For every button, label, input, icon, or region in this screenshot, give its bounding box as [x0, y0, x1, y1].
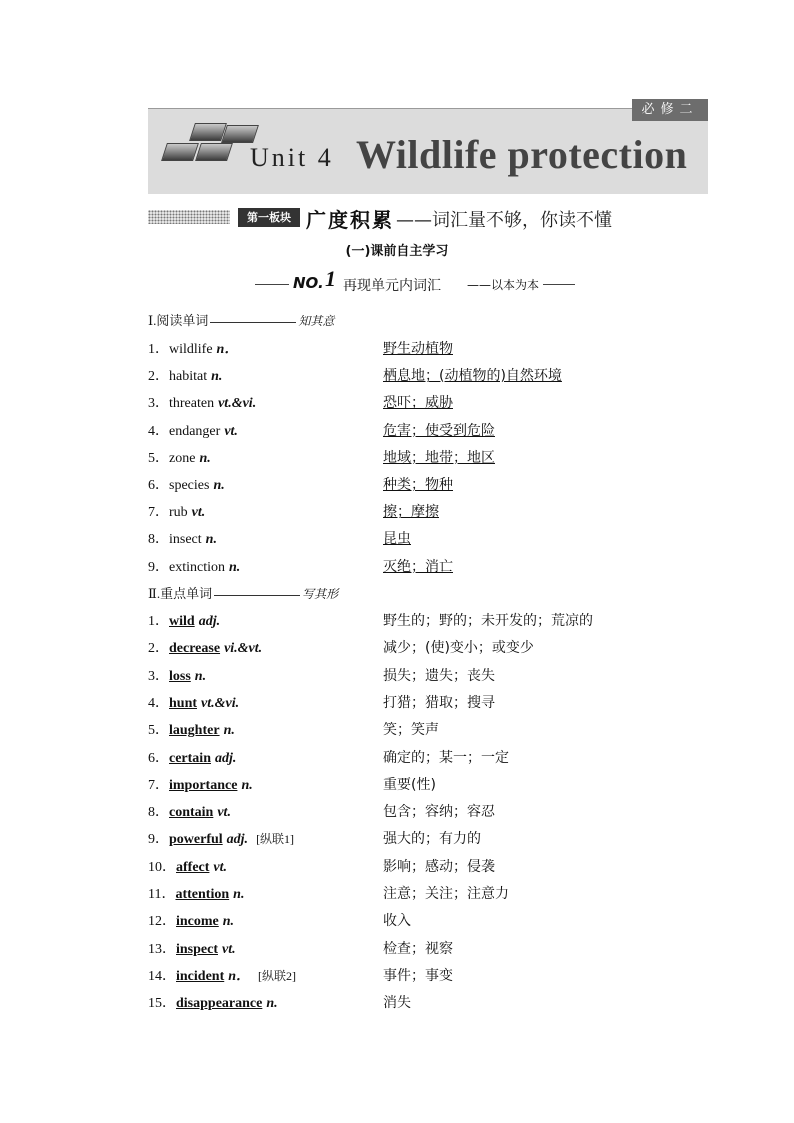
vocab-pos: n． — [228, 968, 251, 984]
vocab-meaning: 野生动植物 — [383, 341, 453, 357]
divider — [543, 284, 575, 285]
vocab-meaning: 种类；物种 — [383, 477, 453, 493]
vocab-row — [148, 856, 708, 880]
vocab-meaning: 打猎；猎取；搜寻 — [383, 694, 495, 711]
vocab-word: decrease — [169, 641, 221, 657]
vocab-row — [148, 965, 708, 989]
vocab-pos: n. — [229, 559, 241, 575]
vocab-word: importance — [169, 777, 238, 793]
vocab-english — [148, 474, 225, 494]
vocab-pos: vt.&vi. — [218, 396, 257, 412]
vocab-number: 7． — [148, 505, 169, 521]
vocab-word: wild — [169, 614, 195, 629]
vocab-number: 3． — [148, 668, 169, 684]
vocab-meaning: 包含；容纳；容忍 — [383, 804, 495, 821]
no-section-title — [255, 266, 575, 296]
vocab-word: endanger — [169, 423, 221, 439]
no-title: 再现单元内词汇 — [343, 278, 441, 294]
group-title: Ⅱ.重点单词 — [148, 586, 213, 601]
vocab-pos: n. — [241, 777, 253, 793]
vocab-row — [148, 610, 708, 634]
vocab-row — [148, 528, 708, 552]
vocab-pos: n. — [194, 668, 207, 684]
vocab-english — [148, 692, 239, 712]
vocab-pos: vt. — [224, 423, 238, 439]
vocab-pos: n． — [216, 342, 239, 357]
vocab-number: 5． — [148, 450, 169, 466]
vocab-row — [148, 637, 708, 661]
vocab-note: [纵联1] — [256, 832, 295, 847]
vocab-number: 10． — [148, 859, 176, 875]
vocab-row — [148, 474, 708, 498]
vocab-english — [148, 528, 217, 548]
vocab-pos: adj. — [214, 750, 237, 766]
vocab-meaning: 事件；事变 — [383, 967, 453, 984]
vocab-english — [148, 774, 253, 794]
vocab-english — [148, 392, 256, 412]
vocab-english — [148, 420, 238, 440]
vocab-word: insect — [169, 532, 202, 548]
vocab-meaning: 损失；遗失；丧失 — [383, 667, 495, 684]
vocab-number: 13． — [148, 941, 176, 957]
vocab-english — [148, 747, 236, 767]
vocab-number: 15． — [148, 996, 176, 1012]
vocab-english — [148, 665, 206, 685]
vocab-pos: n. — [211, 369, 223, 385]
vocab-word: certain — [169, 750, 211, 766]
vocab-pos: n. — [199, 450, 211, 466]
vocab-pos: vi.&vt. — [224, 641, 263, 657]
vocab-word: laughter — [169, 723, 220, 739]
vocab-meaning: 减少；(使)变小；或变少 — [383, 640, 534, 657]
vocab-pos: n. — [205, 532, 217, 548]
vocab-row — [148, 556, 708, 580]
vocab-word: inspect — [176, 941, 218, 957]
vocab-english — [148, 447, 211, 467]
vocab-row — [148, 801, 708, 825]
vocab-meaning: 检查；视察 — [383, 940, 453, 957]
vocab-number: 5． — [148, 723, 169, 739]
vocab-number: 2． — [148, 641, 169, 657]
vocab-word: hunt — [169, 695, 198, 711]
vocab-pos: vt. — [191, 505, 206, 521]
subheading: (一)课前自主学习 — [345, 244, 449, 259]
vocab-english — [148, 965, 296, 985]
vocab-english — [148, 637, 262, 657]
vocab-english — [148, 501, 205, 521]
section-subtitle: ——词汇量不够，你读不懂 — [396, 210, 612, 231]
vocab-number: 4． — [148, 423, 169, 439]
vocab-note: [纵联2] — [258, 968, 297, 983]
vocab-meaning: 强大的；有力的 — [383, 831, 481, 848]
vocab-word: incident — [176, 968, 225, 984]
vocab-meaning: 栖息地；(动植物的)自然环境 — [383, 368, 562, 385]
vocab-word: species — [169, 478, 210, 493]
group-note: 写其形 — [302, 587, 339, 601]
vocab-number: 8． — [148, 532, 169, 548]
vocab-row — [148, 747, 708, 771]
vocab-meaning: 注意；关注；注意力 — [383, 886, 509, 902]
vocab-word: habitat — [169, 369, 208, 385]
vocab-meaning: 收入 — [383, 913, 411, 930]
vocab-meaning: 灭绝；消亡 — [383, 558, 453, 575]
vocab-row — [148, 938, 708, 962]
vocab-english — [148, 365, 222, 385]
vocab-word: wildlife — [169, 342, 213, 357]
vocab-row — [148, 665, 708, 689]
vocab-word: rub — [169, 505, 188, 521]
group-heading-reading — [148, 310, 334, 329]
unit-label: Unit 4 — [250, 143, 334, 172]
vocab-number: 8． — [148, 805, 169, 821]
vocab-number: 1． — [148, 614, 169, 629]
vocab-word: affect — [176, 859, 210, 875]
vocab-english — [148, 801, 231, 821]
vocab-pos: n. — [222, 914, 235, 930]
vocab-word: zone — [169, 450, 196, 466]
vocab-english — [148, 338, 238, 358]
vocab-number: 2． — [148, 369, 169, 385]
vocab-pos: vt. — [213, 859, 228, 875]
vocab-row — [148, 774, 708, 798]
vocab-row — [148, 338, 708, 362]
group-note: 知其意 — [298, 314, 335, 328]
vocab-row — [148, 692, 708, 716]
vocab-meaning: 危害；使受到危险 — [383, 422, 495, 439]
vocab-english — [148, 556, 240, 576]
vocab-pos: adj. — [198, 614, 221, 629]
vocab-word: income — [176, 914, 219, 930]
vocab-meaning: 昆虫 — [383, 531, 411, 548]
landscape-photos-icon — [158, 121, 253, 161]
vocab-english — [148, 719, 235, 739]
unit-banner — [148, 102, 708, 194]
vocab-pos: n. — [223, 723, 235, 739]
vocab-english — [148, 883, 244, 903]
vocab-row — [148, 719, 708, 743]
vocab-row — [148, 910, 708, 934]
vocab-pos: adj. — [226, 832, 249, 848]
vocab-meaning: 影响；感动；侵袭 — [383, 858, 495, 875]
vocab-meaning: 地域；地带；地区 — [383, 449, 495, 466]
vocab-number: 11． — [148, 887, 176, 902]
vocab-row — [148, 447, 708, 471]
vocab-number: 6． — [148, 750, 169, 766]
vocab-number: 9． — [148, 559, 169, 575]
vocab-word: attention — [175, 887, 230, 902]
vocab-number: 1． — [148, 342, 169, 357]
vocab-meaning: 消失 — [383, 995, 411, 1012]
vocab-word: threaten — [169, 396, 215, 412]
vocab-number: 12． — [148, 914, 176, 930]
vocab-word: powerful — [169, 832, 223, 848]
vocab-pos: vt. — [217, 805, 231, 821]
vocab-english — [148, 938, 236, 958]
vocab-english — [148, 856, 227, 876]
vocab-meaning: 野生的；野的；未开发的；荒凉的 — [383, 613, 593, 629]
vocab-meaning: 擦；摩擦 — [383, 504, 439, 521]
vocab-pos: vt. — [222, 941, 236, 957]
no-label: NO. — [293, 274, 324, 292]
vocab-word: extinction — [169, 559, 225, 575]
vocab-word: loss — [169, 668, 191, 684]
group-heading-key — [148, 583, 338, 602]
vocab-number: 7． — [148, 777, 169, 793]
vocab-english — [148, 910, 234, 930]
vocab-word: disappearance — [176, 996, 263, 1012]
vocab-english — [148, 828, 294, 848]
vocab-row — [148, 828, 708, 852]
vocab-row — [148, 501, 708, 525]
vocab-row — [148, 365, 708, 389]
section-title: 广度积累 — [306, 208, 394, 232]
no-number: 1 — [325, 266, 336, 291]
vocab-meaning: 确定的；某一；一定 — [383, 749, 509, 766]
vocab-meaning: 笑；笑声 — [383, 722, 439, 739]
dotted-pattern — [148, 210, 230, 224]
vocab-pos: n. — [213, 478, 225, 493]
vocab-row — [148, 420, 708, 444]
vocab-pos: n. — [233, 887, 245, 902]
vocab-meaning: 重要(性) — [383, 776, 436, 793]
vocab-meaning: 恐吓；威胁 — [383, 395, 453, 412]
vocab-number: 14． — [148, 968, 176, 984]
vocab-row — [148, 992, 708, 1016]
vocab-number: 3． — [148, 396, 169, 412]
no-tail: ——以本为本 — [467, 278, 540, 292]
vocab-row — [148, 883, 708, 907]
divider — [255, 284, 289, 285]
vocab-english — [148, 610, 220, 630]
book-tag: 必修二 — [632, 99, 708, 121]
vocab-english — [148, 992, 278, 1012]
vocab-pos: n. — [266, 996, 278, 1012]
vocab-pos: vt.&vi. — [201, 695, 240, 711]
vocab-row — [148, 392, 708, 416]
vocab-number: 9． — [148, 832, 169, 848]
group-title: Ⅰ.阅读单词 — [148, 313, 209, 328]
vocab-number: 4． — [148, 695, 169, 711]
unit-title: Wildlife protection — [356, 132, 688, 177]
vocab-number: 6． — [148, 478, 169, 493]
vocab-word: contain — [169, 805, 214, 821]
section-heading — [148, 206, 708, 230]
block-badge: 第一板块 — [238, 208, 300, 227]
